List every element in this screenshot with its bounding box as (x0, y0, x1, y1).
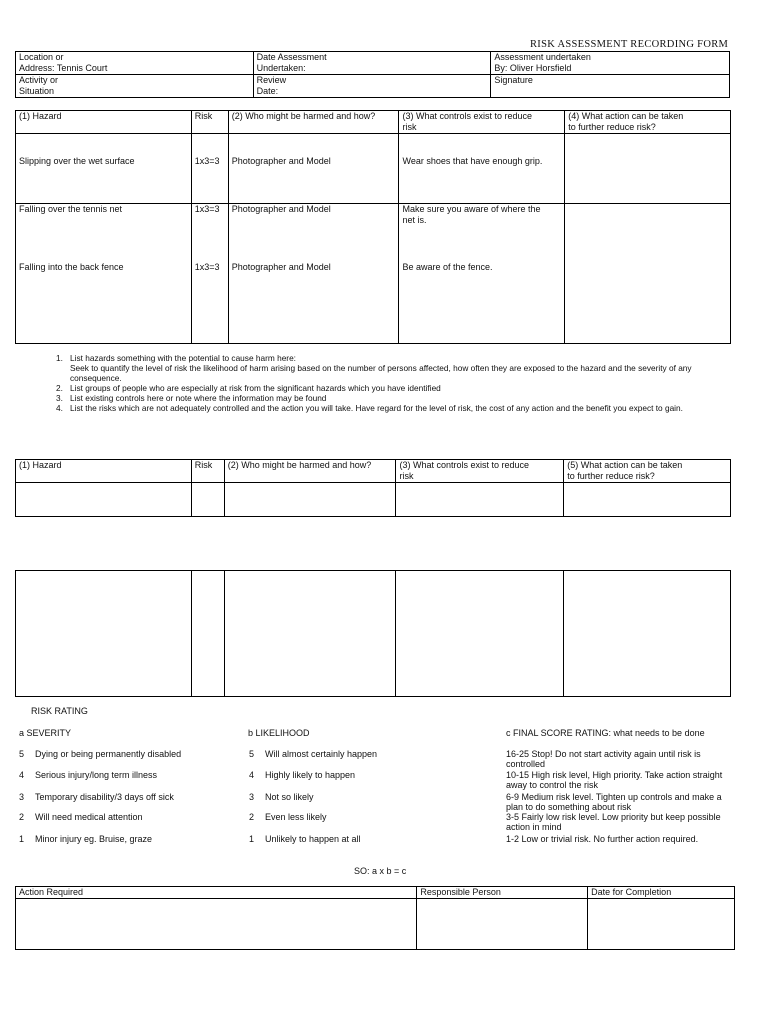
review-label: Review (256, 75, 287, 85)
severity-text: Serious injury/long term illness (35, 770, 158, 780)
table-row (16, 134, 731, 204)
final-score-item: 16-25 Stop! Do not start activity again until risk is controlled (506, 749, 701, 769)
likelihood-num: 2 (249, 812, 255, 822)
severity-num: 3 (19, 792, 25, 802)
who-harmed-cell: Photographer and Model (228, 204, 399, 262)
severity-title: a SEVERITY (19, 728, 72, 738)
list-item: 1. List hazards something with the potential to cause harm here: Seek to quantify the level of risk the likelihood of harm arising based on the number of persons affected, how often they are exposed to the hazard and the severity of any consequence. (56, 353, 692, 383)
header-responsible-person: Responsible Person (417, 887, 588, 899)
severity-num: 5 (19, 749, 25, 759)
severity-num: 2 (19, 812, 25, 822)
header-date-for-completion: Date for Completion (588, 887, 735, 899)
header-risk: Risk (191, 460, 224, 483)
responsible-person-cell[interactable] (417, 899, 588, 950)
severity-text: Minor injury eg. Bruise, graze (35, 834, 153, 844)
table-row (16, 262, 731, 344)
risk-rating-title: RISK RATING (31, 706, 88, 716)
location-value: Address: Tennis Court (19, 63, 108, 73)
who-harmed-cell: Photographer and Model (228, 262, 399, 344)
header-who-harmed: (2) Who might be harmed and how? (228, 111, 399, 134)
hazard-cell: Slipping over the wet surface (16, 134, 192, 204)
header-controls: (3) What controls exist to reduce risk (396, 460, 564, 483)
likelihood-num: 5 (249, 749, 255, 759)
header-controls: (3) What controls exist to reduce risk (399, 111, 565, 134)
severity-num: 1 (19, 834, 25, 844)
likelihood-title: b LIKELIHOOD (248, 728, 310, 738)
date-for-completion-cell[interactable] (588, 899, 735, 950)
header-action-required: Action Required (16, 887, 417, 899)
hazard-table-2-continued (15, 570, 731, 697)
activity-value: Situation (19, 86, 55, 96)
review-value: Date: (256, 86, 279, 96)
signature-label: Signature (494, 75, 533, 85)
who-harmed-cell: Photographer and Model (228, 134, 399, 204)
empty-cell[interactable] (191, 571, 224, 697)
formula: SO: a x b = c (354, 866, 407, 876)
risk-cell: 1x3=3 (191, 134, 228, 204)
table-row (16, 483, 731, 517)
risk-cell: 1x3=3 (191, 262, 228, 344)
list-item: 4. List the risks which are not adequately controlled and the action you will take. Have regard for the level of risk, the cost of any action and the benefit you expect to gain. (56, 403, 683, 413)
likelihood-text: Unlikely to happen at all (265, 834, 361, 844)
final-score-item: 3-5 Fairly low risk level. Low priority but keep possible action in mind (506, 812, 721, 832)
table-row (16, 204, 731, 262)
activity-cell (16, 75, 254, 98)
likelihood-text: Not so likely (265, 792, 314, 802)
table-row (16, 571, 731, 697)
final-score-item: 1-2 Low or trivial risk. No further action required. (506, 834, 699, 844)
further-action-cell (565, 204, 731, 262)
further-action-cell (565, 262, 731, 344)
empty-cell[interactable] (396, 571, 564, 697)
final-score-item: 6-9 Medium risk level. Tighten up controls and make a plan to do something about risk (506, 792, 722, 812)
controls-cell: Wear shoes that have enough grip. (399, 134, 565, 204)
header-hazard: (1) Hazard (16, 111, 192, 134)
header-table (15, 51, 730, 98)
date-assessment-value: Undertaken: (256, 63, 306, 73)
empty-cell[interactable] (564, 571, 731, 697)
empty-cell[interactable] (224, 483, 396, 517)
activity-label: Activity or (19, 75, 59, 85)
severity-text: Will need medical attention (35, 812, 143, 822)
list-item: 3. List existing controls here or note where the information may be found (56, 393, 327, 403)
action-table (15, 886, 735, 950)
severity-num: 4 (19, 770, 25, 780)
signature-cell (491, 75, 730, 98)
header-further-action: (4) What action can be taken to further reduce risk? (565, 111, 731, 134)
date-assessment-label: Date Assessment (256, 52, 327, 62)
empty-cell[interactable] (191, 483, 224, 517)
header-further-action: (5) What action can be taken to further reduce risk? (564, 460, 731, 483)
form-title: RISK ASSESSMENT RECORDING FORM (530, 39, 729, 50)
likelihood-text: Even less likely (265, 812, 327, 822)
severity-text: Dying or being permanently disabled (35, 749, 182, 759)
review-cell (253, 75, 491, 98)
empty-cell[interactable] (224, 571, 396, 697)
table-row (16, 899, 735, 950)
assessment-undertaken-value: By: Oliver Horsfield (494, 63, 572, 73)
final-score-title: c FINAL SCORE RATING: what needs to be done (506, 728, 705, 738)
empty-cell[interactable] (16, 483, 192, 517)
header-who-harmed: (2) Who might be harmed and how? (224, 460, 396, 483)
likelihood-num: 1 (249, 834, 255, 844)
hazard-table-2 (15, 459, 731, 517)
severity-text: Temporary disability/3 days off sick (35, 792, 174, 802)
empty-cell[interactable] (396, 483, 564, 517)
location-label: Location or (19, 52, 64, 62)
assessment-undertaken-cell (491, 52, 730, 75)
list-item: 2. List groups of people who are especially at risk from the significant hazards which you have identified (56, 383, 441, 393)
empty-cell[interactable] (16, 571, 192, 697)
hazard-table-1 (15, 110, 731, 344)
instructions-list (56, 353, 731, 413)
likelihood-text: Highly likely to happen (265, 770, 356, 780)
likelihood-num: 4 (249, 770, 255, 780)
risk-cell: 1x3=3 (191, 204, 228, 262)
hazard-cell: Falling over the tennis net (16, 204, 192, 262)
further-action-cell (565, 134, 731, 204)
header-hazard: (1) Hazard (16, 460, 192, 483)
assessment-undertaken-label: Assessment undertaken (494, 52, 591, 62)
likelihood-num: 3 (249, 792, 255, 802)
hazard-cell: Falling into the back fence (16, 262, 192, 344)
empty-cell[interactable] (564, 483, 731, 517)
action-required-cell[interactable] (16, 899, 417, 950)
likelihood-text: Will almost certainly happen (265, 749, 378, 759)
location-cell (16, 52, 254, 75)
controls-cell: Make sure you aware of where the net is. (399, 204, 565, 262)
date-assessment-cell (253, 52, 491, 75)
final-score-item: 10-15 High risk level, High priority. Take action straight away to control the risk (506, 770, 723, 790)
header-risk: Risk (191, 111, 228, 134)
controls-cell: Be aware of the fence. (399, 262, 565, 344)
